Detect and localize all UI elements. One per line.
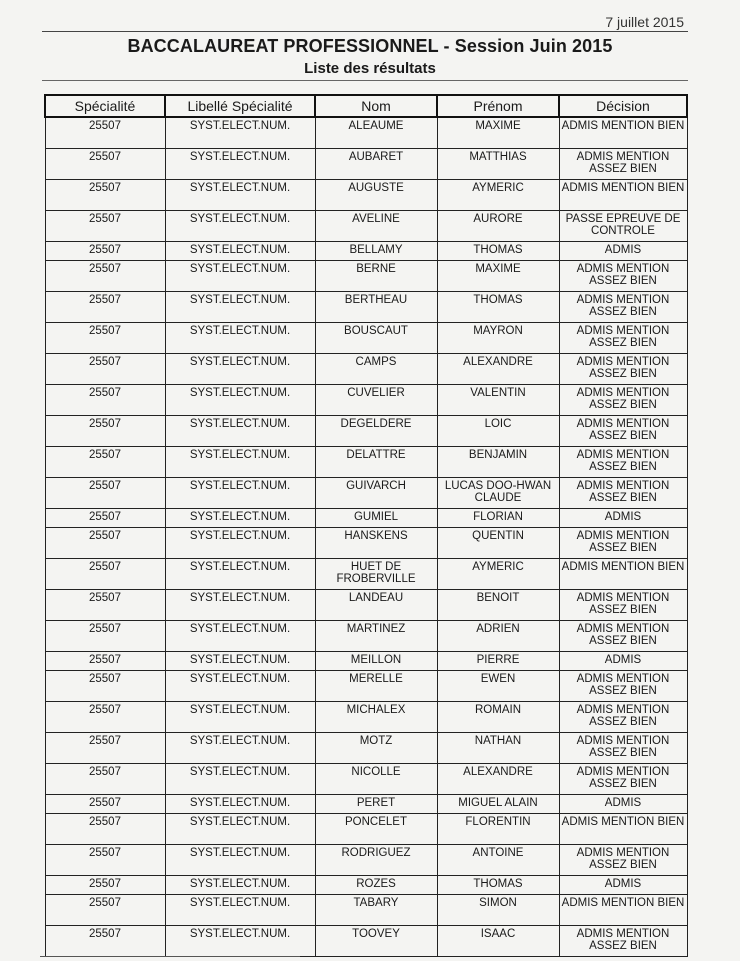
cell-decision: ADMIS MENTION ASSEZ BIEN	[559, 384, 687, 415]
cell-prenom: ISAAC	[437, 925, 559, 956]
cell-decision: ADMIS MENTION ASSEZ BIEN	[559, 670, 687, 701]
table-row	[45, 241, 687, 260]
cell-specialite: 25507	[45, 844, 165, 875]
cell-prenom: MIGUEL ALAIN	[437, 794, 559, 813]
cell-prenom: EWEN	[437, 670, 559, 701]
cell-prenom: ADRIEN	[437, 620, 559, 651]
cell-libelle: SYST.ELECT.NUM.	[165, 651, 315, 670]
cell-nom: HUET DE FROBERVILLE	[315, 558, 437, 589]
cell-decision: ADMIS	[559, 508, 687, 527]
cell-specialite: 25507	[45, 260, 165, 291]
cell-nom: MICHALEX	[315, 701, 437, 732]
cell-prenom: BENJAMIN	[437, 446, 559, 477]
cell-libelle: SYST.ELECT.NUM.	[165, 148, 315, 179]
table-row	[45, 477, 687, 508]
cell-decision: ADMIS	[559, 241, 687, 260]
cell-prenom: VALENTIN	[437, 384, 559, 415]
cell-libelle: SYST.ELECT.NUM.	[165, 732, 315, 763]
table-row	[45, 701, 687, 732]
cell-nom: MEILLON	[315, 651, 437, 670]
cell-specialite: 25507	[45, 415, 165, 446]
cell-nom: GUIVARCH	[315, 477, 437, 508]
cell-specialite: 25507	[45, 446, 165, 477]
cell-prenom: LOIC	[437, 415, 559, 446]
cell-decision: ADMIS MENTION ASSEZ BIEN	[559, 148, 687, 179]
cell-prenom: AURORE	[437, 210, 559, 241]
cell-decision: ADMIS	[559, 875, 687, 894]
cell-decision: ADMIS MENTION ASSEZ BIEN	[559, 620, 687, 651]
cell-decision: ADMIS MENTION BIEN	[559, 179, 687, 210]
table-row	[45, 763, 687, 794]
table-row	[45, 260, 687, 291]
table-row	[45, 651, 687, 670]
cell-libelle: SYST.ELECT.NUM.	[165, 844, 315, 875]
cell-specialite: 25507	[45, 179, 165, 210]
page-subtitle: Liste des résultats	[304, 60, 436, 77]
cell-specialite: 25507	[45, 925, 165, 956]
cell-specialite: 25507	[45, 384, 165, 415]
cell-nom: CAMPS	[315, 353, 437, 384]
cell-libelle: SYST.ELECT.NUM.	[165, 508, 315, 527]
cell-libelle: SYST.ELECT.NUM.	[165, 527, 315, 558]
table-row	[45, 353, 687, 384]
cell-libelle: SYST.ELECT.NUM.	[165, 415, 315, 446]
cell-libelle: SYST.ELECT.NUM.	[165, 322, 315, 353]
cell-nom: BERTHEAU	[315, 291, 437, 322]
cell-libelle: SYST.ELECT.NUM.	[165, 794, 315, 813]
cell-prenom: LUCAS DOO-HWAN CLAUDE	[437, 477, 559, 508]
cell-prenom: MAXIME	[437, 117, 559, 148]
table-row	[45, 117, 687, 148]
cell-specialite: 25507	[45, 763, 165, 794]
cell-prenom: MAXIME	[437, 260, 559, 291]
cell-decision: PASSE EPREUVE DE CONTROLE	[559, 210, 687, 241]
cell-nom: TABARY	[315, 894, 437, 925]
cell-specialite: 25507	[45, 322, 165, 353]
cell-prenom: FLORIAN	[437, 508, 559, 527]
cell-decision: ADMIS	[559, 651, 687, 670]
cell-decision: ADMIS MENTION ASSEZ BIEN	[559, 844, 687, 875]
table-row	[45, 589, 687, 620]
cell-specialite: 25507	[45, 477, 165, 508]
cell-specialite: 25507	[45, 148, 165, 179]
cell-nom: AVELINE	[315, 210, 437, 241]
cell-nom: LANDEAU	[315, 589, 437, 620]
table-row	[45, 813, 687, 844]
cell-libelle: SYST.ELECT.NUM.	[165, 620, 315, 651]
cell-prenom: THOMAS	[437, 875, 559, 894]
cell-specialite: 25507	[45, 701, 165, 732]
cell-libelle: SYST.ELECT.NUM.	[165, 210, 315, 241]
table-row	[45, 210, 687, 241]
cell-libelle: SYST.ELECT.NUM.	[165, 925, 315, 956]
cell-decision: ADMIS MENTION BIEN	[559, 558, 687, 589]
cell-specialite: 25507	[45, 732, 165, 763]
cell-libelle: SYST.ELECT.NUM.	[165, 384, 315, 415]
cell-prenom: THOMAS	[437, 241, 559, 260]
cell-prenom: BENOIT	[437, 589, 559, 620]
cell-nom: BOUSCAUT	[315, 322, 437, 353]
cell-libelle: SYST.ELECT.NUM.	[165, 117, 315, 148]
table-row	[45, 558, 687, 589]
cell-libelle: SYST.ELECT.NUM.	[165, 353, 315, 384]
table-row	[45, 844, 687, 875]
cell-prenom: PIERRE	[437, 651, 559, 670]
cell-decision: ADMIS MENTION ASSEZ BIEN	[559, 260, 687, 291]
cell-libelle: SYST.ELECT.NUM.	[165, 589, 315, 620]
table-row	[45, 894, 687, 925]
cell-prenom: THOMAS	[437, 291, 559, 322]
cell-specialite: 25507	[45, 210, 165, 241]
cell-nom: BERNE	[315, 260, 437, 291]
cell-specialite: 25507	[45, 894, 165, 925]
cell-specialite: 25507	[45, 558, 165, 589]
table-row	[45, 732, 687, 763]
cell-nom: TOOVEY	[315, 925, 437, 956]
cell-decision: ADMIS	[559, 794, 687, 813]
cell-decision: ADMIS MENTION ASSEZ BIEN	[559, 477, 687, 508]
cell-nom: AUGUSTE	[315, 179, 437, 210]
cell-prenom: ALEXANDRE	[437, 353, 559, 384]
cell-nom: BELLAMY	[315, 241, 437, 260]
table-row	[45, 322, 687, 353]
cell-decision: ADMIS MENTION ASSEZ BIEN	[559, 763, 687, 794]
cell-specialite: 25507	[45, 620, 165, 651]
cell-decision: ADMIS MENTION ASSEZ BIEN	[559, 322, 687, 353]
cell-prenom: FLORENTIN	[437, 813, 559, 844]
cell-prenom: ANTOINE	[437, 844, 559, 875]
cell-libelle: SYST.ELECT.NUM.	[165, 260, 315, 291]
cell-specialite: 25507	[45, 670, 165, 701]
subtitle-rule	[42, 80, 688, 81]
cell-libelle: SYST.ELECT.NUM.	[165, 558, 315, 589]
cell-nom: ALEAUME	[315, 117, 437, 148]
cell-specialite: 25507	[45, 875, 165, 894]
cell-decision: ADMIS MENTION BIEN	[559, 813, 687, 844]
cell-specialite: 25507	[45, 117, 165, 148]
cell-libelle: SYST.ELECT.NUM.	[165, 241, 315, 260]
table-row	[45, 794, 687, 813]
cell-libelle: SYST.ELECT.NUM.	[165, 477, 315, 508]
cell-nom: RODRIGUEZ	[315, 844, 437, 875]
cell-libelle: SYST.ELECT.NUM.	[165, 813, 315, 844]
cell-prenom: ALEXANDRE	[437, 763, 559, 794]
table-row	[45, 527, 687, 558]
cell-nom: CUVELIER	[315, 384, 437, 415]
cell-libelle: SYST.ELECT.NUM.	[165, 179, 315, 210]
cell-nom: GUMIEL	[315, 508, 437, 527]
cell-specialite: 25507	[45, 527, 165, 558]
cell-decision: ADMIS MENTION BIEN	[559, 894, 687, 925]
cell-libelle: SYST.ELECT.NUM.	[165, 670, 315, 701]
table-row	[45, 148, 687, 179]
column-header-prenom: Prénom	[437, 95, 559, 117]
cell-specialite: 25507	[45, 794, 165, 813]
cell-prenom: QUENTIN	[437, 527, 559, 558]
cell-nom: DELATTRE	[315, 446, 437, 477]
cell-libelle: SYST.ELECT.NUM.	[165, 875, 315, 894]
cell-specialite: 25507	[45, 508, 165, 527]
column-header-specialite: Spécialité	[45, 95, 165, 117]
cell-specialite: 25507	[45, 651, 165, 670]
cell-prenom: AYMERIC	[437, 179, 559, 210]
table-row	[45, 415, 687, 446]
table-body	[45, 117, 687, 956]
cell-prenom: MATTHIAS	[437, 148, 559, 179]
cell-prenom: ROMAIN	[437, 701, 559, 732]
cell-libelle: SYST.ELECT.NUM.	[165, 291, 315, 322]
cell-decision: ADMIS MENTION BIEN	[559, 117, 687, 148]
cell-decision: ADMIS MENTION ASSEZ BIEN	[559, 589, 687, 620]
cell-libelle: SYST.ELECT.NUM.	[165, 446, 315, 477]
table-row	[45, 670, 687, 701]
cell-nom: AUBARET	[315, 148, 437, 179]
cell-nom: HANSKENS	[315, 527, 437, 558]
cell-nom: MARTINEZ	[315, 620, 437, 651]
cell-prenom: AYMERIC	[437, 558, 559, 589]
table-header-row	[45, 95, 687, 117]
cell-libelle: SYST.ELECT.NUM.	[165, 763, 315, 794]
page-footer-edge	[40, 956, 300, 961]
cell-specialite: 25507	[45, 589, 165, 620]
column-header-nom: Nom	[315, 95, 437, 117]
cell-nom: ROZES	[315, 875, 437, 894]
page-title: BACCALAUREAT PROFESSIONNEL - Session Juin 2015	[127, 36, 613, 56]
table-row	[45, 384, 687, 415]
cell-nom: MOTZ	[315, 732, 437, 763]
cell-prenom: SIMON	[437, 894, 559, 925]
cell-decision: ADMIS MENTION ASSEZ BIEN	[559, 701, 687, 732]
cell-prenom: NATHAN	[437, 732, 559, 763]
cell-nom: MERELLE	[315, 670, 437, 701]
cell-libelle: SYST.ELECT.NUM.	[165, 701, 315, 732]
cell-decision: ADMIS MENTION ASSEZ BIEN	[559, 353, 687, 384]
results-table	[44, 94, 688, 957]
cell-nom: DEGELDERE	[315, 415, 437, 446]
cell-nom: PERET	[315, 794, 437, 813]
cell-nom: NICOLLE	[315, 763, 437, 794]
column-header-decision: Décision	[559, 95, 687, 117]
cell-nom: PONCELET	[315, 813, 437, 844]
cell-decision: ADMIS MENTION ASSEZ BIEN	[559, 446, 687, 477]
column-header-libelle: Libellé Spécialité	[165, 95, 315, 117]
table-row	[45, 620, 687, 651]
cell-decision: ADMIS MENTION ASSEZ BIEN	[559, 415, 687, 446]
table-row	[45, 875, 687, 894]
cell-specialite: 25507	[45, 353, 165, 384]
document-date: 7 juillet 2015	[605, 14, 684, 30]
cell-prenom: MAYRON	[437, 322, 559, 353]
cell-specialite: 25507	[45, 291, 165, 322]
table-row	[45, 179, 687, 210]
cell-decision: ADMIS MENTION ASSEZ BIEN	[559, 732, 687, 763]
table-row	[45, 508, 687, 527]
cell-specialite: 25507	[45, 813, 165, 844]
cell-specialite: 25507	[45, 241, 165, 260]
table-row	[45, 291, 687, 322]
table-row	[45, 446, 687, 477]
top-rule	[42, 31, 688, 32]
cell-decision: ADMIS MENTION ASSEZ BIEN	[559, 527, 687, 558]
cell-libelle: SYST.ELECT.NUM.	[165, 894, 315, 925]
cell-decision: ADMIS MENTION ASSEZ BIEN	[559, 925, 687, 956]
table-row	[45, 925, 687, 956]
cell-decision: ADMIS MENTION ASSEZ BIEN	[559, 291, 687, 322]
